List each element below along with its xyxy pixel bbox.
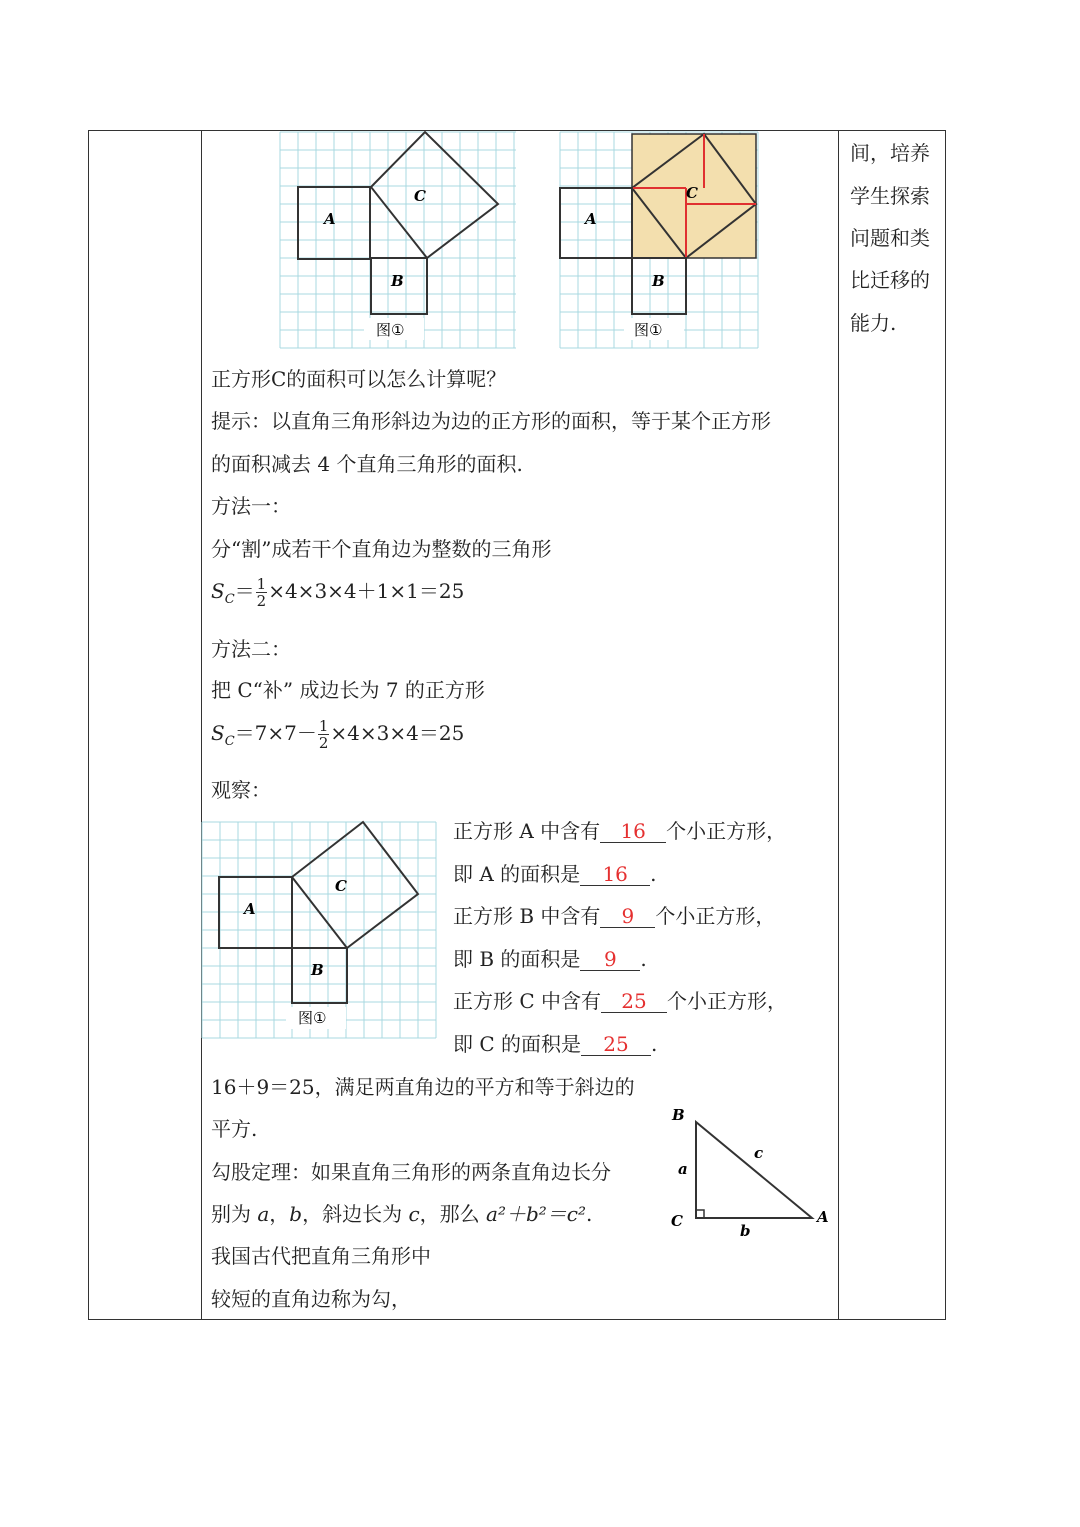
right-triangle <box>696 1122 812 1218</box>
right-triangle-diagram <box>666 1100 836 1240</box>
answer-blank: 25 <box>581 1033 651 1056</box>
answer-blank: 16 <box>600 820 666 843</box>
side-note-line: 学生探索 <box>850 184 930 208</box>
vertex-c: C <box>671 1212 683 1230</box>
label-b: B <box>311 961 324 979</box>
side-note-line: 问题和类 <box>850 226 930 250</box>
observation-line: 即 C 的面积是 25 . <box>453 1032 658 1056</box>
answer-blank: 9 <box>580 948 640 971</box>
formula-eq: ＝ <box>234 579 255 603</box>
hint-line: 的面积减去 4 个直角三角形的面积. <box>211 452 523 476</box>
grid-lines <box>202 822 436 1038</box>
side-note-line: 能力. <box>850 311 897 335</box>
conclusion-line: 平方. <box>211 1117 258 1141</box>
figure-1-grid <box>280 132 516 350</box>
vertex-b: B <box>672 1106 685 1124</box>
formula-sub: C <box>224 592 235 607</box>
pythagorean-formula: a²＋b²＝c² <box>486 1202 587 1226</box>
square-c <box>371 132 498 258</box>
question: 正方形C的面积可以怎么计算呢？ <box>211 367 507 391</box>
theorem-line: 别为 a，b，斜边长为 c，那么 a²＋b²＝c². <box>211 1202 593 1226</box>
fraction-half: $\frac{1}{2}$ <box>256 575 267 610</box>
ancient-line: 我国古代把直角三角形中 <box>211 1244 431 1268</box>
formula-sub: C <box>224 734 235 749</box>
side-note-line: 间，培养 <box>850 141 930 165</box>
right-angle-mark <box>696 1210 704 1218</box>
formula-s: S <box>211 579 225 603</box>
answer-blank: 25 <box>601 990 667 1013</box>
observe-title: 观察： <box>211 778 271 802</box>
label-a: A <box>585 210 597 228</box>
formula-rest: ×4×3×4＝25 <box>330 721 465 745</box>
label-c: C <box>686 184 698 202</box>
theorem-line: 勾股定理：如果直角三角形的两条直角边长分 <box>211 1160 611 1184</box>
observation-line: 正方形 B 中含有 9 个小正方形， <box>453 904 776 928</box>
answer-blank: 16 <box>580 863 650 886</box>
label-a: A <box>244 900 256 918</box>
grid-lines <box>280 132 516 348</box>
method-1-formula <box>211 576 464 612</box>
label-b: B <box>652 272 665 290</box>
figure-caption: 图① <box>376 321 405 339</box>
method-1-desc: 分“割”成若干个直角边为整数的三角形 <box>211 537 552 561</box>
conclusion-line: 16＋9＝25，满足两直角边的平方和等于斜边的 <box>211 1075 635 1099</box>
method-1-title: 方法一： <box>211 494 291 518</box>
column-divider-2 <box>838 131 839 1319</box>
method-2-desc: 把 C“补” 成边长为 7 的正方形 <box>211 678 485 702</box>
method-2-formula <box>211 718 464 754</box>
figure-caption: 图① <box>634 321 663 339</box>
answer-blank: 9 <box>600 905 655 928</box>
ancient-line: 较短的直角边称为勾， <box>211 1287 411 1311</box>
label-c: C <box>335 877 347 895</box>
formula-mid: 7×7－ <box>254 721 317 745</box>
vertex-a: A <box>817 1208 829 1226</box>
label-c: C <box>414 187 426 205</box>
figure-1-completed <box>560 132 760 350</box>
observation-figure <box>202 822 436 1040</box>
square-c <box>292 822 418 948</box>
side-b: b <box>740 1222 751 1240</box>
method-2-title: 方法二： <box>211 637 291 661</box>
formula-eq: ＝ <box>234 721 255 745</box>
side-note-line: 比迁移的 <box>850 268 930 292</box>
side-c: c <box>754 1144 764 1162</box>
formula-s: S <box>211 721 225 745</box>
side-a: a <box>678 1160 688 1178</box>
label-b: B <box>391 272 404 290</box>
observation-line: 正方形 C 中含有 25 个小正方形， <box>453 989 788 1013</box>
column-divider-1 <box>201 131 202 1319</box>
observation-line: 正方形 A 中含有 16 个小正方形， <box>453 819 787 843</box>
label-a: A <box>324 210 336 228</box>
hint-line: 提示：以直角三角形斜边为边的正方形的面积，等于某个正方形 <box>211 409 771 433</box>
observation-line: 即 A 的面积是 16 . <box>453 862 657 886</box>
observation-line: 即 B 的面积是 9 . <box>453 947 647 971</box>
formula-rest: ×4×3×4＋1×1＝25 <box>268 579 465 603</box>
fraction-half: $\frac{1}{2}$ <box>318 717 329 752</box>
figure-caption: 图① <box>298 1009 327 1027</box>
